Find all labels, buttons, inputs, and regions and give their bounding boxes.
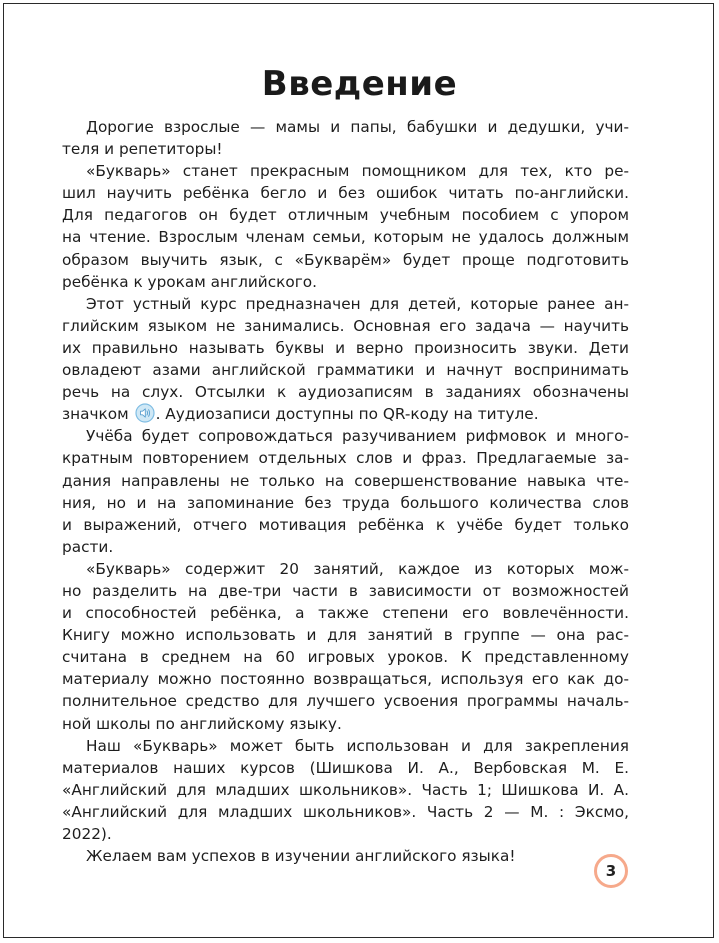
paragraph-purpose — [62, 160, 629, 293]
text-line: теля и репетиторы! — [62, 140, 223, 159]
text-line: Книгу можно использовать и для занятий в группе — она рас- — [62, 626, 629, 645]
text-line: материалов наших курсов (Шишкова И. А., Вербовская М. Е. — [62, 758, 629, 777]
paragraph-references — [62, 735, 629, 845]
text-line: полнительное средство для лучшего усвоения программы началь- — [62, 692, 629, 711]
paragraph-closing — [62, 845, 629, 867]
page-number-badge — [594, 854, 628, 888]
text-line: шил научить ребёнка бегло и без ошибок читать по-английски. — [62, 184, 629, 203]
text-line: ния, но и на запоминание без труда большого количества слов — [62, 493, 629, 512]
text-line: «Букварь» содержит 20 занятий, каждое из которых мож- — [86, 559, 629, 578]
text-line: глийским языком не занимались. Основная его задача — научить — [62, 316, 629, 335]
text-line: Желаем вам успехов в изучении английского языка! — [86, 847, 516, 866]
text-line: и способностей ребёнка, а также степени его вовлечённости. — [62, 604, 629, 623]
text-line: но разделить на две-три части в зависимости от возможностей — [62, 581, 629, 600]
text-line: Дорогие взрослые — мамы и папы, бабушки и дедушки, учи- — [86, 118, 629, 136]
text-line: считана в среднем на 60 игровых уроков. К представленному — [62, 648, 629, 667]
paragraph-greeting — [62, 116, 629, 160]
page-title: Введение — [261, 64, 458, 104]
text-line-with-icon — [62, 403, 629, 425]
text-line: образом выучить язык, с «Букварём» будет проще подготовить — [62, 250, 629, 269]
text-line: расти. — [62, 537, 114, 556]
text-line: «Английский для младших школьников». Часть 1; Шишкова И. А. — [62, 780, 629, 799]
text-line: материалу можно постоянно возвращаться, используя его как до- — [62, 670, 629, 689]
text-line: Этот устный курс предназначен для детей, которые ранее ан- — [86, 294, 629, 313]
introduction-text — [62, 116, 629, 867]
text-line: ребёнка к урокам английского. — [62, 272, 318, 291]
audio-speaker-icon — [135, 403, 155, 423]
text-line: 2022). — [62, 825, 112, 843]
text-line: Учёба будет сопровождаться разучиванием рифмовок и много- — [86, 427, 629, 446]
text-line: «Букварь» станет прекрасным помощником для тех, кто ре- — [86, 162, 629, 181]
text-line: Наш «Букварь» может быть использован и для закрепления — [86, 736, 629, 755]
text-line: «Английский для младших школьников». Часть 2 — М. : Эксмо, — [62, 802, 629, 821]
text-line: кратным повторением отдельных слов и фраз. Предлагаемые за- — [62, 449, 629, 468]
paragraph-learning — [62, 425, 629, 558]
paragraph-structure — [62, 558, 629, 735]
text-line: дания направлены не только на совершенствование навыка чте- — [62, 471, 629, 490]
text-line: ной школы по английскому языку. — [62, 714, 342, 733]
text-line: на чтение. Взрослым членам семьи, которым не удалось должным — [62, 228, 629, 247]
text-line: их правильно называть буквы и верно произносить звуки. Дети — [62, 338, 629, 357]
page-number: 3 — [605, 862, 617, 880]
text-line: речь на слух. Отсылки к аудиозаписям в заданиях обозначены — [62, 383, 629, 402]
text-line: Для педагогов он будет отличным учебным пособием с упором — [62, 206, 629, 225]
text-fragment: значком — [62, 405, 129, 424]
text-fragment: . Аудиозаписи доступны по QR-коду на титуле. — [155, 405, 539, 424]
text-line: и выражений, отчего мотивация ребёнка к учёбе будет только — [62, 515, 629, 534]
paragraph-course — [62, 293, 629, 426]
text-line: овладеют азами английской грамматики и начнут воспринимать — [62, 361, 629, 380]
